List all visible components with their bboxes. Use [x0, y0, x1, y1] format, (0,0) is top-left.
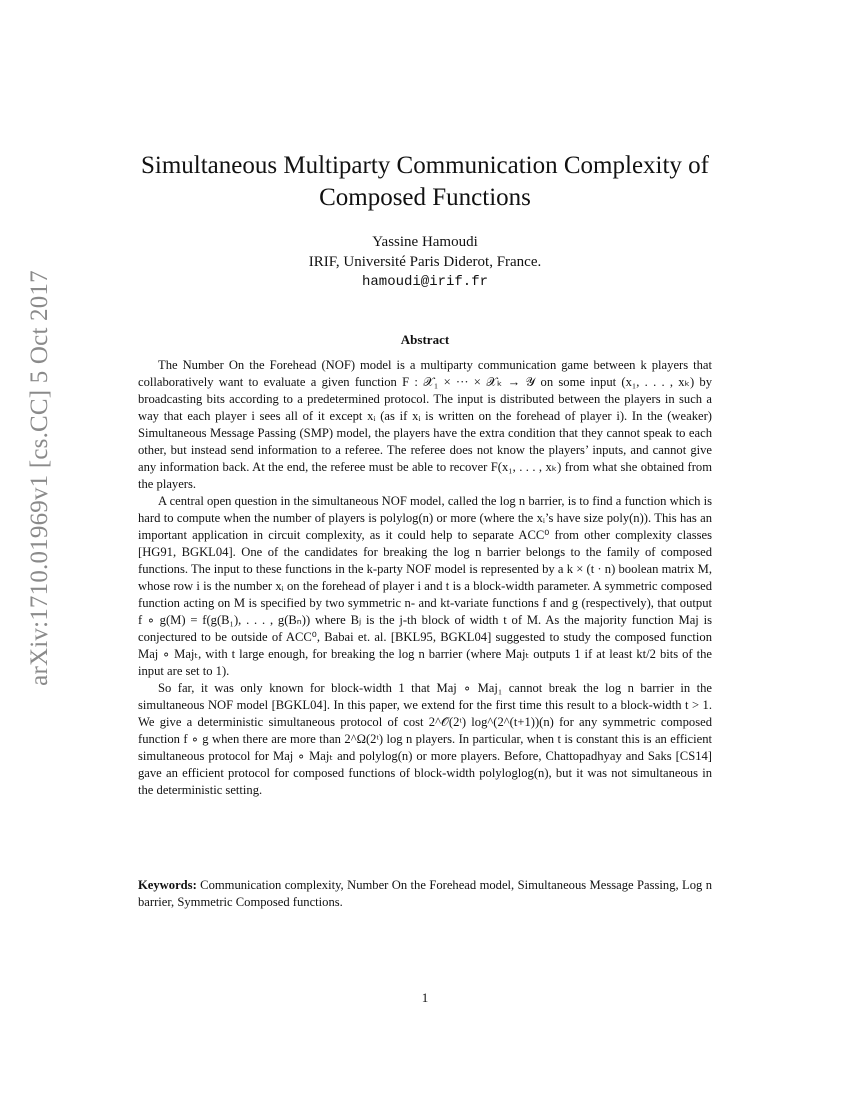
abstract-paragraph-1: The Number On the Forehead (NOF) model is a multiparty communication game between k players that collaboratively want to evaluate a given function F : 𝒳₁ × ··· × 𝒳ₖ → 𝒴 on some input (x₁, . . . , xₖ) by broadcasting bits according to a predetermined protocol. The input is distributed between the players in such a way that each player i sees all of it except xᵢ (as if xᵢ is written on the forehead of player i). In the (weaker) Simultaneous Message Passing (SMP) model, the players have the extra condition that they cannot speak to each other, but instead send information to a referee. The referee does not know the players’ inputs, and cannot give any information back. At the end, the referee must be able to recover F(x₁, . . . , xₖ) from what she obtained from the players.	[138, 358, 712, 491]
arxiv-stamp-text: arXiv:1710.01969v1 [cs.CC] 5 Oct 2017	[26, 270, 53, 686]
keywords-label: Keywords:	[138, 878, 197, 892]
title-line-1: Simultaneous Multiparty Communication Complexity of	[140, 152, 710, 179]
author-email: hamoudi@irif.fr	[361, 274, 489, 290]
arxiv-stamp	[26, 268, 54, 688]
author-block	[70, 232, 780, 292]
author-affiliation: IRIF, Université Paris Diderot, France.	[308, 254, 542, 270]
page-number: 1	[421, 990, 429, 1005]
keywords-text: Communication complexity, Number On the Forehead model, Simultaneous Message Passing, Log n barrier, Symmetric Composed functions.	[138, 878, 713, 909]
keywords-section	[138, 877, 712, 911]
abstract-body	[138, 357, 712, 799]
abstract-paragraph-3: So far, it was only known for block-width 1 that Maj ∘ Maj₁ cannot break the log n barrier in the simultaneous NOF model [BGKL04]. In this paper, we extend for the first time this result to a block-width t > 1. We give a deterministic simultaneous protocol of cost 2^𝒪(2ᵗ) log^(2^(t+1))(n) for any symmetric composed function f ∘ g when there are more than 2^Ω(2ᵗ) log n players. In particular, when t is constant this is an efficient simultaneous protocol for Maj ∘ Majₜ and polylog(n) or more players. Before, Chattopadhyay and Saks [CS14] gave an efficient protocol for composed functions of block-width polyloglog(n), but it was not simultaneous in the deterministic setting.	[138, 681, 712, 797]
title-line-2: Composed Functions	[319, 184, 531, 211]
author-name: Yassine Hamoudi	[372, 234, 478, 250]
abstract-heading: Abstract	[400, 332, 450, 347]
abstract-paragraph-2: A central open question in the simultaneous NOF model, called the log n barrier, is to find a function which is hard to compute when the number of players is polylog(n) or more (where the xᵢ’s have size poly(n)). This has an important application in circuit complexity, as it could help to separate ACC⁰ from other complexity classes [HG91, BGKL04]. One of the candidates for breaking the log n barrier belongs to the family of composed functions. The input to these functions in the k-party NOF model is represented by a k × (t · n) boolean matrix M, whose row i is the number xᵢ on the forehead of player i and t is a block-width parameter. A symmetric composed function acting on M is specified by two symmetric n- and kt-variate functions f and g (respectively), that output f ∘ g(M) = f(g(B₁), . . . , g(Bₙ)) where Bⱼ is the j-th block of width t of M. As the majority function Maj is conjectured to be outside of ACC⁰, Babai et. al. [BKL95, BGKL04] suggested to study the composed function Maj ∘ Majₜ, with t large enough, for breaking the log n barrier (where Majₜ outputs 1 if at least kt/2 bits of the input are set to 1).	[138, 494, 712, 678]
paper-title	[70, 150, 780, 214]
